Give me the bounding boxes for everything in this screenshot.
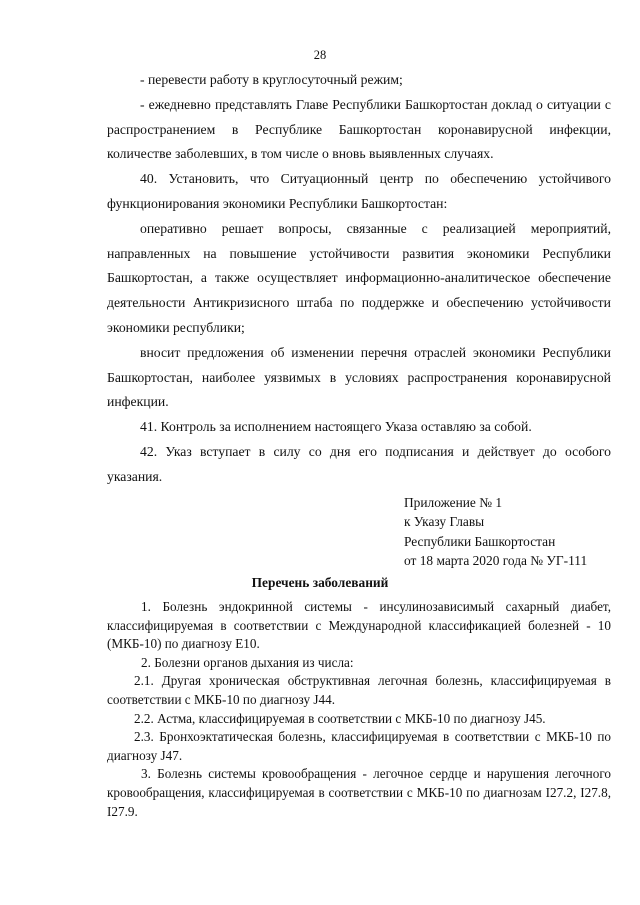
list-item: 1. Болезнь эндокринной системы - инсулинозависимый сахарный диабет, классифицируемая в соответствии с Международной классификацией болезней - 10 (МКБ-10) по диагнозу Е10. [107, 599, 611, 652]
paragraph-item-42: 42. Указ вступает в силу со дня его подписания и действует до особого указания. [107, 443, 611, 484]
appendix-line: Приложение № 1 [404, 495, 503, 510]
paragraph-item-41: 41. Контроль за исполнением настоящего Указа оставляю за собой. [140, 419, 532, 435]
paragraph-proposals: вносит предложения об изменении перечня отраслей экономики Республики Башкортостан, наиболее уязвимых в условиях распространения коронавирусной инфекции. [107, 344, 611, 410]
appendix-line: от 18 марта 2020 года № УГ-111 [404, 553, 588, 569]
list-item: 3. Болезнь системы кровообращения - легочное сердце и нарушения легочного кровообращения, классифицируемая в соответствии с МКБ-10 по диагнозам I27.2, I27.8, I27.9. [107, 766, 611, 819]
list-item: 2.1. Другая хроническая обструктивная легочная болезнь, классифицируемая в соответствии с МКБ-10 по диагнозу J44. [107, 673, 611, 707]
disease-list [107, 598, 611, 821]
appendix-line: к Указу Главы [404, 514, 485, 530]
list-item: 2.3. Бронхоэктатическая болезнь, классифицируемая в соответствии с МКБ-10 по диагнозу J47. [107, 729, 611, 763]
paragraph-operational-decisions: оперативно решает вопросы, связанные с реализацией мероприятий, направленных на повышение устойчивости развития экономики Республики Башкортостан, а также осуществляет информационно-аналитическое обеспечение деятельности Антикризисного штаба по поддержке и обеспечению устойчивости экономики республики; [107, 220, 611, 335]
paragraph-round-the-clock: - перевести работу в круглосуточный режим; [140, 72, 403, 87]
list-item: 2.2. Астма, классифицируемая в соответствии с МКБ-10 по диагнозу J45. [134, 710, 546, 726]
decree-text [107, 68, 611, 490]
list-title: Перечень заболеваний [251, 575, 389, 590]
list-item: 2. Болезни органов дыхания из числа: [141, 654, 354, 670]
appendix-header [404, 493, 587, 571]
appendix-line: Республики Башкортостан [404, 533, 556, 549]
paragraph-item-40: 40. Установить, что Ситуационный центр по обеспечению устойчивого функционирования экономики Республики Башкортостан: [107, 171, 611, 211]
paragraph-daily-report: - ежедневно представлять Главе Республики Башкортостан доклад о ситуации с распространением в Республике Башкортостан коронавирусной инфекции, количестве заболевших, в том числе о вновь выявленных случаях. [107, 96, 611, 162]
page-number: 28 [313, 48, 327, 62]
